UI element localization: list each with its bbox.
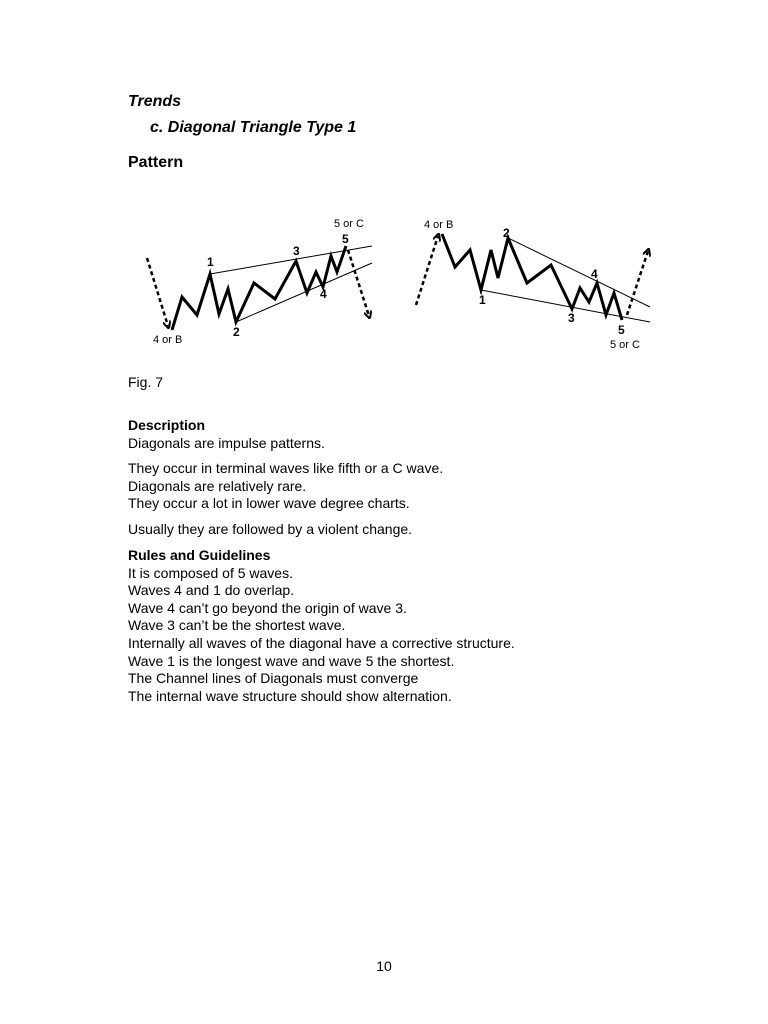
rule-line: Wave 3 can’t be the shortest wave. (128, 617, 346, 634)
right-incoming-arrow (416, 236, 438, 305)
rule-line: Waves 4 and 1 do overlap. (128, 582, 295, 599)
right-upper-channel-line (508, 238, 650, 307)
description-paragraph (128, 521, 443, 539)
right-diagonal-diagram (416, 219, 650, 351)
figure-caption: Fig. 7 (128, 374, 164, 390)
left-incoming-arrow (147, 258, 168, 326)
left-lower-channel-line (236, 263, 372, 322)
rule-line: Wave 1 is the longest wave and wave 5 the shortest. (128, 652, 455, 669)
right-label-wave-2: 2 (503, 226, 510, 240)
description-paragraph (128, 460, 443, 513)
left-label-wave-3: 3 (293, 244, 300, 258)
right-label-end: 5 or C (610, 339, 640, 351)
left-label-wave-2: 2 (233, 325, 240, 339)
description-line: They occur a lot in lower wave degree charts. (128, 495, 410, 512)
description-title: Description (128, 417, 206, 433)
description-line: Diagonals are impulse patterns. (128, 434, 325, 451)
rule-line: Wave 4 can’t go beyond the origin of wave 3. (128, 599, 407, 616)
right-label-wave-1: 1 (479, 293, 486, 307)
pattern-heading: Pattern (128, 154, 184, 171)
page-number: 10 (376, 958, 392, 974)
rule-line: It is composed of 5 waves. (128, 564, 293, 581)
description-paragraph (128, 435, 443, 453)
description-line: Usually they are followed by a violent change. (128, 520, 413, 537)
rule-line: The Channel lines of Diagonals must converge (128, 670, 419, 687)
diagonal-triangle-figure (128, 208, 658, 358)
left-label-end: 5 or C (334, 218, 364, 230)
left-diagonal-diagram (147, 218, 372, 346)
right-outgoing-arrow (627, 251, 648, 315)
right-label-wave-4: 4 (591, 267, 598, 281)
description-line: They occur in terminal waves like fifth or a C wave. (128, 460, 444, 477)
rule-line: Internally all waves of the diagonal have a corrective structure. (128, 634, 515, 651)
left-outgoing-arrow (348, 250, 369, 316)
rule-line: The internal wave structure should show alternation. (128, 687, 452, 704)
subsection-heading: c. Diagonal Triangle Type 1 (150, 119, 357, 136)
left-label-start: 4 or B (153, 334, 183, 346)
left-label-wave-1: 1 (207, 255, 214, 269)
right-label-wave-5: 5 (618, 323, 625, 337)
right-label-wave-3: 3 (568, 311, 575, 325)
rules-title: Rules and Guidelines (128, 547, 271, 563)
left-label-wave-5: 5 (342, 232, 349, 246)
left-label-wave-4: 4 (320, 287, 327, 301)
rules-section (128, 547, 515, 705)
description-section (128, 417, 443, 547)
right-label-start: 4 or B (424, 219, 454, 231)
description-line: Diagonals are relatively rare. (128, 477, 307, 494)
section-heading: Trends (128, 93, 182, 110)
